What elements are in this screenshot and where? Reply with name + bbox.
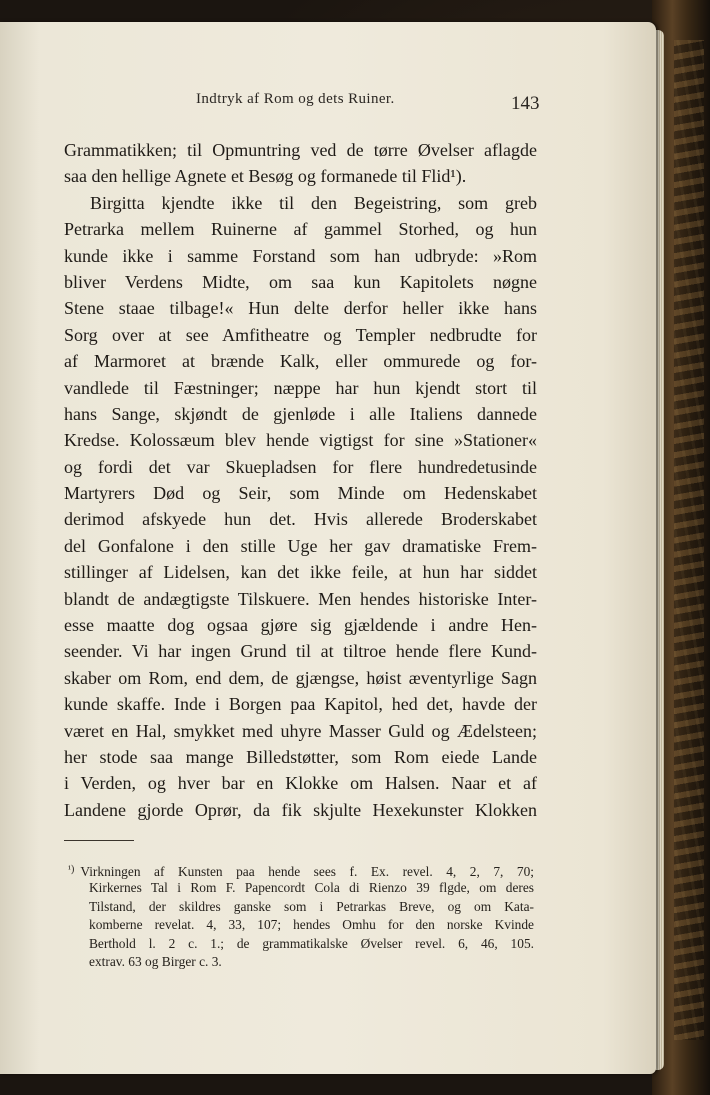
text-line: været en Hal, smykket med uhyre Masser Guld og Ædelsteen;: [64, 720, 537, 741]
footnote-marker: ¹): [68, 864, 75, 875]
text-line: stillinger af Lidelsen, kan det ikke feile, at hun har siddet: [64, 562, 537, 583]
text-line: blandt de andægtigste Tilskuere. Men hendes historiske Inter-: [64, 588, 537, 609]
text-line: derimod afskyede hun det. Hvis allerede Broderskabet: [64, 509, 537, 530]
footnote-line: Tilstand, der skildres ganske som i Petrarkas Breve, og om Kata-: [89, 898, 534, 914]
text-line: Birgitta kjendte ikke til den Begeistring, som greb: [90, 192, 537, 213]
footnote-text: Virkningen af Kunsten paa hende sees f. Ex. revel. 4, 2, 7, 70;: [80, 864, 534, 879]
text-line: esse maatte dog ogsaa gjøre sig gjældende i andre Hen-: [64, 615, 537, 636]
page-number: 143: [511, 93, 540, 114]
text-line: af Marmoret at brænde Kalk, eller ommurede og for-: [64, 351, 537, 372]
text-line: seender. Vi har ingen Grund til at tiltroe hende flere Kund-: [64, 641, 537, 662]
text-line: Landene gjorde Oprør, da fik skjulte Hexekunster Klokken: [64, 799, 537, 820]
text-line: kunde ikke i samme Forstand som han udbryde: »Rom: [64, 245, 537, 266]
text-line: saa den hellige Agnete et Besøg og formanede til Flid¹).: [64, 166, 467, 187]
text-line: del Gonfalone i den stille Uge her gav dramatiske Frem-: [64, 535, 537, 556]
text-line: og fordi det var Skuepladsen for flere hundredetusinde: [64, 456, 537, 477]
text-line: Martyrers Død og Seir, som Minde om Hedenskabet: [64, 483, 537, 504]
text-line: Sorg over at see Amfitheatre og Templer nedbrudte for: [64, 324, 537, 345]
text-line: i Verden, og hver bar en Klokke om Halsen. Naar et af: [64, 773, 537, 794]
body-text: [64, 137, 537, 823]
marbled-cover: [674, 40, 704, 1040]
text-line: bliver Verdens Midte, om saa kun Kapitolets nøgne: [64, 271, 537, 292]
text-line: her stode saa mange Billedstøtter, som Rom eiede Lande: [64, 746, 537, 767]
text-line: kunde skaffe. Inde i Borgen paa Kapitol, hed det, havde der: [64, 694, 537, 715]
text-line: Petrarka mellem Ruinerne af gammel Storhed, og hun: [64, 219, 537, 240]
running-title: Indtryk af Rom og dets Ruiner.: [196, 91, 395, 107]
text-line: Kredse. Kolossæum blev hende vigtigst for sine »Stationer«: [64, 430, 537, 451]
text-line: Grammatikken; til Opmuntring ved de tørre Øvelser aflagde: [64, 140, 537, 160]
footnote-line: Berthold l. 2 c. 1.; de grammatikalske Øvelser revel. 6, 46, 105.: [89, 935, 534, 951]
footnote-line: Kirkernes Tal i Rom F. Papencordt Cola di Rienzo 39 flgde, om deres: [89, 880, 534, 896]
footnote-line: [68, 861, 534, 879]
footnote-line: komberne revelat. 4, 33, 107; hendes Omhu for den norske Kvinde: [89, 917, 534, 933]
text-line: Stene staae tilbage!« Hun delte derfor heller ikke hans: [64, 298, 537, 319]
text-line: hans Sange, skjøndt de gjenløde i alle Italiens dannede: [64, 403, 537, 424]
text-line: skaber om Rom, end dem, de gjængse, høist æventyrlige Sagn: [64, 667, 537, 688]
footnote-line: extrav. 63 og Birger c. 3.: [89, 953, 222, 969]
footnote-rule: [64, 840, 134, 841]
text-line: vandlede til Fæstninger; næppe har hun kjendt stort til: [64, 377, 537, 398]
footnote: [68, 861, 534, 971]
